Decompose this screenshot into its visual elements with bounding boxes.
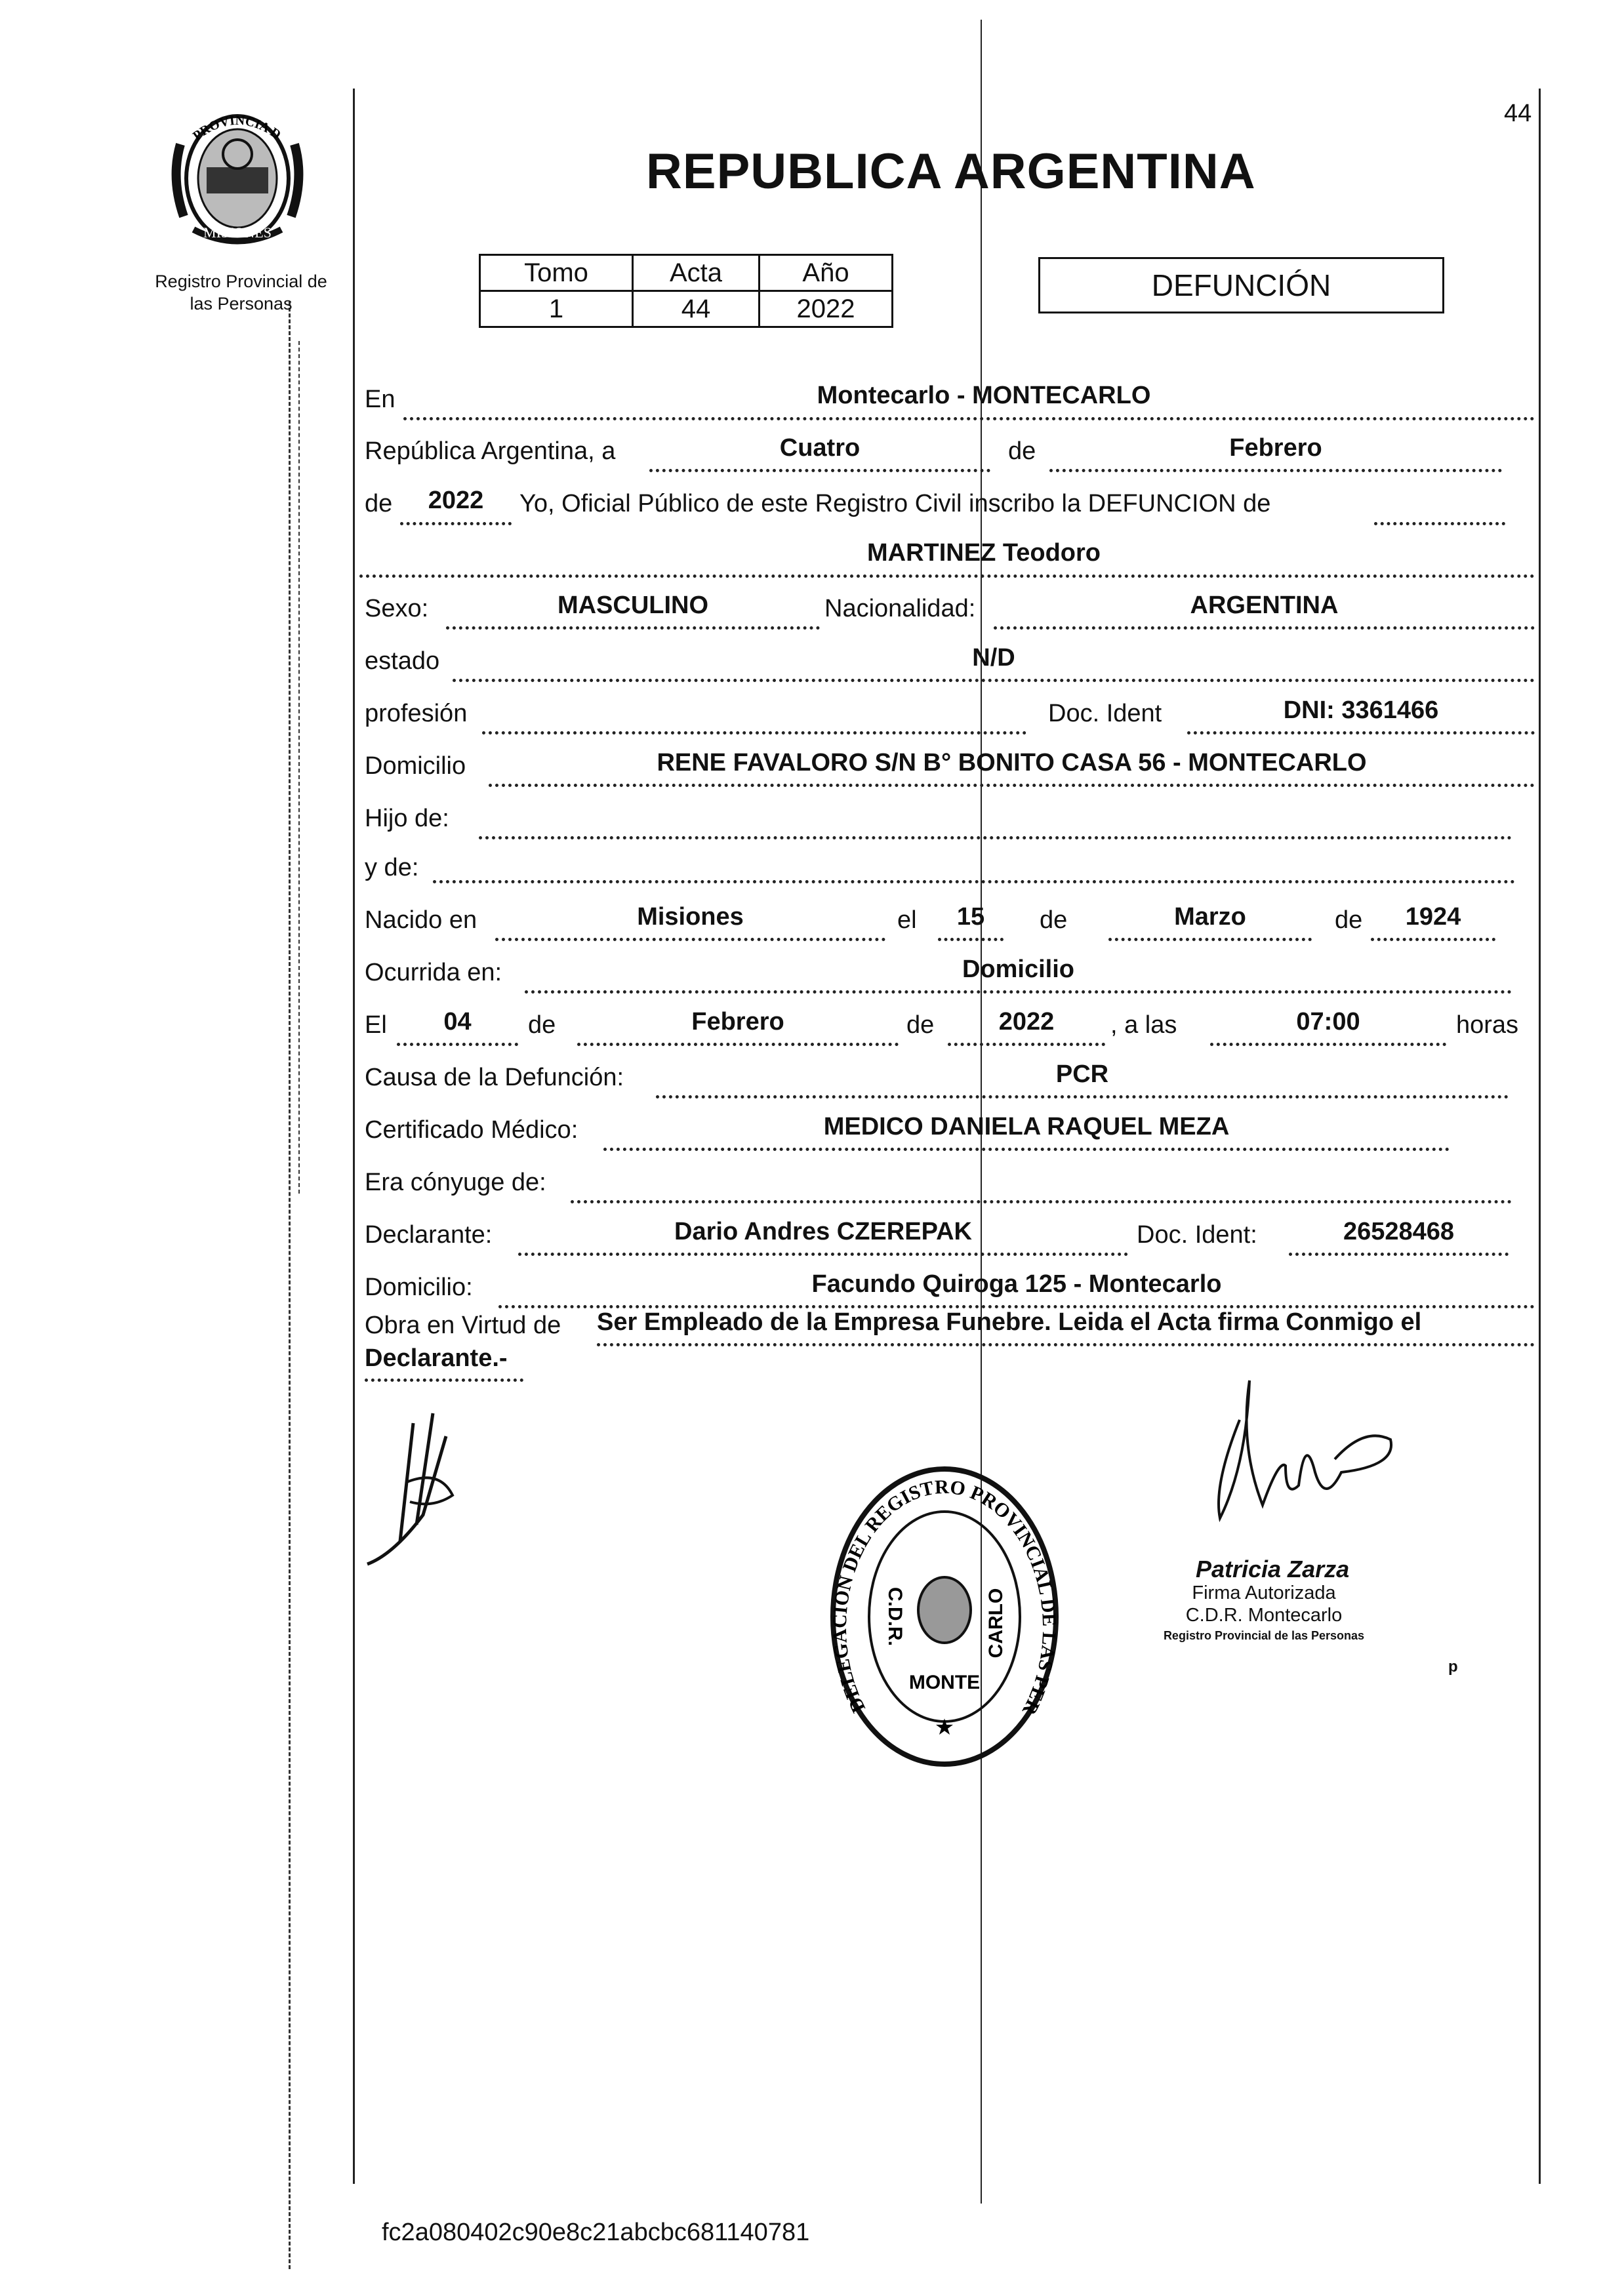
label-decl-doc: Doc. Ident: — [1137, 1221, 1257, 1249]
label-horas: horas — [1456, 1011, 1519, 1039]
value-deceased-name: MARTINEZ Teodoro — [866, 539, 1101, 567]
dotted-line — [433, 880, 1515, 883]
label-death-de1: de — [528, 1011, 556, 1039]
value-decl-domicilio: Facundo Quiroga 125 - Montecarlo — [811, 1270, 1222, 1298]
label-decl-domicilio: Domicilio: — [365, 1274, 473, 1301]
stamp-center-left: C.D.R. — [884, 1587, 906, 1646]
label-death-de2: de — [906, 1011, 935, 1039]
dotted-line — [571, 1200, 1512, 1203]
value-day-words: Cuatro — [779, 434, 861, 462]
dotted-line — [1289, 1253, 1509, 1256]
dotted-line — [453, 679, 1535, 682]
dotted-line — [948, 1043, 1105, 1046]
header-anio: Año — [760, 255, 893, 291]
seal-caption-line-2: las Personas — [190, 294, 293, 313]
stamp-star-icon: ★ — [934, 1715, 955, 1740]
page-title: REPUBLICA ARGENTINA — [646, 144, 1256, 199]
page-number: 44 — [1504, 100, 1532, 127]
signer-office: C.D.R. Montecarlo — [1185, 1605, 1343, 1626]
label-de: de — [1008, 437, 1036, 465]
signer-registry: Registro Provincial de las Personas — [1163, 1629, 1365, 1642]
dotted-line — [1371, 938, 1495, 941]
dotted-line — [525, 990, 1512, 994]
official-signature — [1200, 1354, 1417, 1538]
declarant-signature — [354, 1410, 485, 1574]
dotted-line — [649, 469, 990, 472]
label-estado: estado — [365, 647, 440, 675]
dotted-line — [938, 938, 1004, 941]
label-profesion: profesión — [365, 700, 468, 727]
value-year: 2022 — [428, 487, 484, 514]
label-el: el — [897, 906, 917, 934]
dotted-line — [1210, 1043, 1446, 1046]
signer-name: Patricia Zarza — [1196, 1556, 1350, 1582]
value-death-month: Febrero — [691, 1008, 784, 1036]
dotted-line — [400, 522, 512, 525]
seal-text-top: PROVINCIA D — [190, 113, 284, 144]
dotted-line — [495, 938, 885, 941]
record-type-box: DEFUNCIÓN — [1038, 257, 1444, 313]
dotted-line — [1187, 731, 1535, 735]
label-birth-de2: de — [1335, 906, 1363, 934]
value-birth-day: 15 — [956, 903, 985, 931]
label-doc: Doc. Ident — [1048, 700, 1162, 727]
label-domicilio: Domicilio — [365, 752, 466, 780]
label-certificado: Certificado Médico: — [365, 1116, 578, 1144]
label-nationality: Nacionalidad: — [824, 595, 976, 622]
label-conyuge: Era cónyuge de: — [365, 1169, 546, 1196]
dotted-line — [1374, 522, 1505, 525]
value-certificado: MEDICO DANIELA RAQUEL MEZA — [823, 1113, 1230, 1140]
value-nationality: ARGENTINA — [1190, 592, 1339, 619]
binding-line-1 — [289, 302, 291, 2269]
label-birth-de1: de — [1040, 906, 1068, 934]
dotted-line — [365, 1379, 523, 1382]
stamp-center-right: CARLO — [985, 1588, 1007, 1659]
dotted-line — [597, 1343, 1535, 1346]
dotted-line — [1049, 469, 1502, 472]
value-death-time: 07:00 — [1296, 1008, 1360, 1036]
label-causa: Causa de la Defunción: — [365, 1064, 624, 1091]
dotted-line — [518, 1253, 1128, 1256]
official-stamp — [826, 1459, 1063, 1774]
label-ocurrida: Ocurrida en: — [365, 959, 502, 986]
dotted-line — [577, 1043, 899, 1046]
dotted-line — [994, 626, 1535, 630]
value-birth-place: Misiones — [637, 903, 744, 931]
value-sex: MASCULINO — [557, 592, 709, 619]
center-fold-line — [981, 20, 982, 2204]
value-anio: 2022 — [760, 291, 893, 327]
province-seal — [167, 105, 308, 252]
dotted-line — [482, 731, 1026, 735]
value-domicilio: RENE FAVALORO S/N B° BONITO CASA 56 - MONTECARLO — [657, 749, 1367, 776]
label-hijo: Hijo de: — [365, 805, 449, 832]
value-obra-line-2: Declarante.- — [365, 1344, 508, 1372]
document-hash: fc2a080402c90e8c21abcbc681140781 — [382, 2219, 810, 2246]
right-margin-line — [1539, 89, 1541, 2184]
label-death-el: El — [365, 1011, 387, 1039]
inscription-text: Yo, Oficial Público de este Registro Civil inscribo la DEFUNCION de — [519, 490, 1271, 517]
registry-table — [479, 254, 893, 328]
value-obra-line-1: Ser Empleado de la Empresa Funebre. Leida el Acta firma Conmigo el — [597, 1308, 1422, 1336]
dotted-line — [446, 626, 820, 630]
value-decl-doc: 26528468 — [1343, 1218, 1455, 1245]
header-acta: Acta — [633, 255, 760, 291]
left-margin-line — [353, 89, 355, 2184]
dotted-line — [359, 574, 1535, 578]
stamp-bottom: MONTE — [908, 1672, 981, 1693]
value-place: Montecarlo - MONTECARLO — [817, 382, 1151, 409]
value-declarante: Dario Andres CZEREPAK — [674, 1218, 972, 1245]
label-declarante: Declarante: — [365, 1221, 493, 1249]
binding-line-2 — [298, 341, 300, 1194]
seal-text-bottom: MISIONES — [203, 224, 272, 241]
header-tomo: Tomo — [480, 255, 633, 291]
dotted-line — [403, 417, 1535, 420]
value-acta: 44 — [633, 291, 760, 327]
value-ocurrida: Domicilio — [962, 956, 1075, 983]
value-death-year: 2022 — [998, 1008, 1055, 1036]
value-death-day: 04 — [443, 1008, 472, 1036]
stamp-ring-text: DELEGACION DEL REGISTRO PROVINCIAL DE LAS PER — [828, 1476, 1061, 1719]
dotted-line — [479, 836, 1512, 839]
label-nacido: Nacido en — [365, 906, 477, 934]
label-year-prefix: de — [365, 490, 393, 517]
value-tomo: 1 — [480, 291, 633, 327]
dotted-line — [656, 1095, 1509, 1098]
dotted-line — [1108, 938, 1312, 941]
dotted-line — [397, 1043, 518, 1046]
label-y-de: y de: — [365, 854, 419, 881]
seal-caption — [134, 270, 348, 315]
seal-caption-line-1: Registro Provincial de — [155, 272, 327, 291]
value-birth-year: 1924 — [1405, 903, 1461, 931]
value-estado: N/D — [972, 644, 1015, 672]
dotted-line — [489, 784, 1535, 787]
value-causa: PCR — [1055, 1060, 1109, 1088]
value-month: Febrero — [1229, 434, 1322, 462]
value-doc: DNI: 3361466 — [1283, 696, 1439, 724]
margin-mark: p — [1448, 1658, 1458, 1676]
value-birth-month: Marzo — [1174, 903, 1246, 931]
dotted-line — [603, 1148, 1450, 1151]
label-republica: República Argentina, a — [365, 437, 616, 465]
label-en: En — [365, 386, 396, 413]
label-sex: Sexo: — [365, 595, 429, 622]
label-obra: Obra en Virtud de — [365, 1312, 561, 1339]
signer-title: Firma Autorizada — [1192, 1582, 1336, 1603]
label-a-las: , a las — [1110, 1011, 1177, 1039]
